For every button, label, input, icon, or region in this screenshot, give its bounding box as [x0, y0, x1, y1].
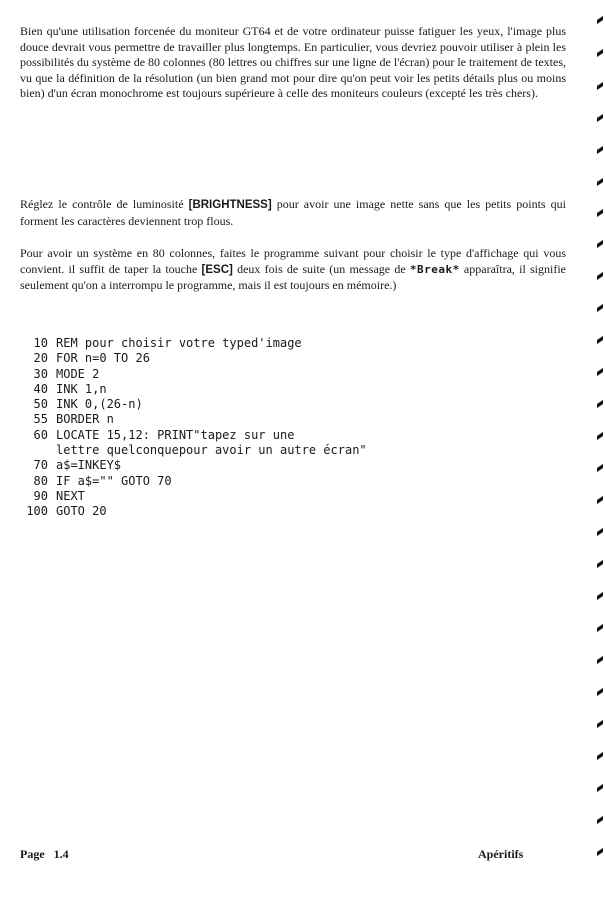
binder-mark — [597, 752, 603, 760]
code-line-55 — [18, 412, 548, 427]
text-segment: pour avoir une image nette sans que les petits points qui forment les caractères deviennent trop flous. — [20, 197, 566, 228]
binder-mark — [597, 272, 603, 280]
code-line-50 — [18, 397, 548, 412]
page-label: Page — [20, 847, 45, 861]
code-line-70 — [18, 458, 548, 473]
code-text: MODE 2 — [56, 366, 100, 381]
binder-mark — [597, 49, 603, 57]
line-number: 60 — [33, 427, 48, 442]
paragraph-80-columns — [20, 246, 566, 294]
binder-holes-edge — [585, 0, 605, 900]
binder-mark — [597, 114, 603, 122]
line-number: 30 — [33, 366, 48, 381]
paragraph-brightness — [20, 197, 566, 229]
code-line-30 — [18, 367, 548, 382]
code-line-60-continuation: lettre quelconquepour avoir un autre écran" — [56, 443, 367, 458]
paragraph-monitor-intro: Bien qu'une utilisation forcenée du moniteur GT64 et de votre ordinateur puisse fatiguer les yeux, l'image plus douce devrait vous permettre de travailler plus longtemps. En particulier, vous devriez pouvoir utiliser à plein les possibilités du système de 80 colonnes (80 lettres ou chiffres sur une ligne de l'écran) pour le traitement de textes, vu que la définition de la résolution (un bien grand mot pour dire qu'on peut voir les petits détails plus ou moins bien) d'un écran monochrome est toujours supérieure à celle des moniteurs couleurs (excepté les très chers). — [20, 24, 566, 101]
binder-mark — [597, 432, 603, 440]
code-text: BORDER n — [56, 412, 114, 427]
code-line-100 — [18, 504, 548, 519]
line-number: 100 — [26, 504, 48, 519]
code-text: FOR n=0 TO 26 — [56, 351, 150, 366]
code-text: INK 1,n — [56, 381, 107, 396]
binder-mark — [597, 560, 603, 568]
binder-mark — [597, 209, 603, 217]
binder-mark — [597, 496, 603, 504]
code-line-60 — [18, 428, 548, 443]
code-line-10 — [18, 336, 548, 351]
text-segment: Réglez le contrôle de luminosité — [20, 197, 189, 211]
binder-mark — [597, 400, 603, 408]
line-number: 50 — [33, 397, 48, 412]
text-segment: Pour avoir un système en 80 colonnes, faites le programme suivant pour choisir le type d'affichage qui vous convient. il suffit de taper la touche — [20, 246, 566, 276]
section-title-footer: Apéritifs — [478, 847, 524, 861]
text-segment: deux fois de suite (un message de — [232, 261, 410, 276]
binder-mark — [597, 848, 603, 856]
code-text: LOCATE 15,12: PRINT"tapez sur une — [56, 427, 295, 442]
binder-mark — [597, 146, 603, 154]
line-number: 10 — [33, 336, 48, 350]
line-number: 55 — [33, 412, 48, 427]
code-line-40 — [18, 382, 548, 397]
binder-mark — [597, 304, 603, 312]
binder-mark — [597, 16, 603, 24]
binder-mark — [597, 82, 603, 90]
binder-mark — [597, 464, 603, 472]
binder-mark — [597, 368, 603, 376]
line-number: 70 — [33, 458, 48, 473]
code-text: REM pour choisir votre typed'image — [56, 336, 302, 350]
binder-mark — [597, 178, 603, 186]
binder-mark — [597, 720, 603, 728]
code-line-90 — [18, 489, 548, 504]
binder-mark — [597, 240, 603, 248]
code-line-80 — [18, 474, 548, 489]
page-number-footer — [20, 847, 69, 862]
code-line-20 — [18, 351, 548, 366]
page-number: 1.4 — [53, 847, 69, 861]
binder-mark — [597, 656, 603, 664]
basic-program-listing — [18, 336, 548, 520]
text-segment: apparaîtra, il signifie seulement qu'on a interrompu le programme, mais il est toujours en mémoire.) — [20, 261, 566, 293]
line-number: 40 — [33, 381, 48, 396]
binder-mark — [597, 336, 603, 344]
binder-mark — [597, 816, 603, 824]
code-text: a$=INKEY$ — [56, 458, 122, 473]
code-text: GOTO 20 — [56, 504, 107, 519]
code-text: NEXT — [56, 488, 85, 503]
binder-mark — [597, 784, 603, 792]
code-text: INK 0,(26-n) — [56, 397, 143, 412]
binder-mark — [597, 688, 603, 696]
binder-mark — [597, 592, 603, 600]
binder-mark — [597, 624, 603, 632]
line-number: 80 — [33, 473, 48, 488]
line-number: 90 — [33, 488, 48, 503]
brightness-key-label: [BRIGHTNESS] — [188, 199, 272, 211]
binder-mark — [597, 528, 603, 536]
esc-key-label: [ESC] — [201, 263, 233, 276]
break-message: *Break* — [409, 262, 460, 276]
code-text: IF a$="" GOTO 70 — [56, 473, 172, 488]
line-number: 20 — [33, 351, 48, 366]
